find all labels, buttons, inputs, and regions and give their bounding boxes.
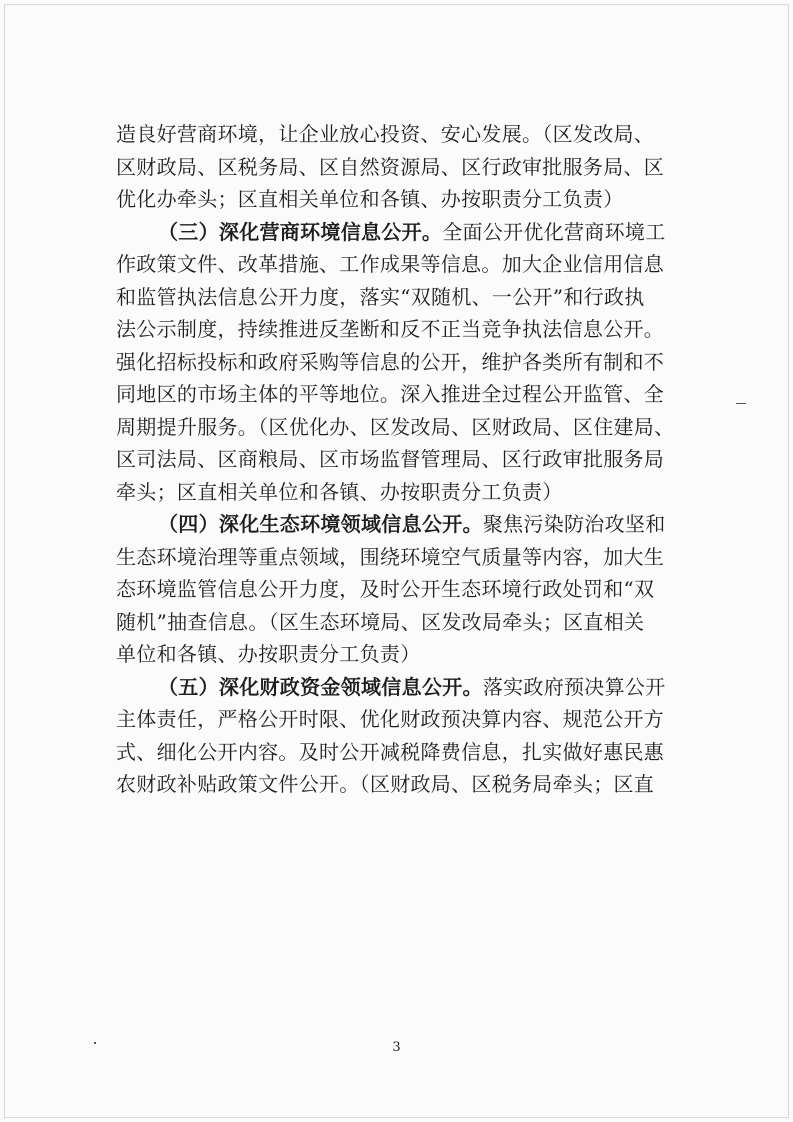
text-line: 牵头；区直相关单位和各镇、办按职责分工负责） xyxy=(116,479,563,504)
text-line: 单位和各镇、办按职责分工负责） xyxy=(116,642,421,666)
text-line: 和监管执法信息公开力度，落实“双随机、一公开”和行政执 xyxy=(116,284,645,309)
text-line: 造良好营商环境，让企业放心投资、安心发展。（区发改局、 xyxy=(116,122,655,146)
text-line: 周期提升服务。（区优化办、区发改局、区财政局、区住建局、 xyxy=(116,414,675,439)
text-line: 优化办牵头；区直相关单位和各镇、办按职责分工负责） xyxy=(116,187,624,211)
text-line: 强化招标投标和政府采购等信息的公开，维护各类所有制和不 xyxy=(116,349,665,374)
paragraph xyxy=(116,216,686,509)
paragraph-first-line xyxy=(116,216,686,249)
paragraph xyxy=(116,118,686,216)
paragraph xyxy=(116,508,686,671)
text-line: 区财政局、区税务局、区自然资源局、区行政审批服务局、区 xyxy=(116,154,665,179)
text-line: 农财政补贴政策文件公开。（区财政局、区税务局牵头；区直 xyxy=(116,772,655,796)
text-line: 主体责任，严格公开时限、优化财政预决算内容、规范公开方 xyxy=(116,707,665,731)
document-body xyxy=(116,118,686,801)
section-heading: （五）深化财政资金领域信息公开。 xyxy=(158,674,483,699)
scan-mark xyxy=(736,403,746,404)
paragraph-first-line xyxy=(116,671,686,704)
text-run: 全面公开优化营商环境工 xyxy=(442,219,666,244)
text-run: 聚焦污染防治攻坚和 xyxy=(482,512,666,536)
text-line: 随机”抽查信息。（区生态环境局、区发改局牵头；区直相关 xyxy=(116,609,645,634)
text-line: 法公示制度，持续推进反垄断和反不正当竞争执法信息公开。 xyxy=(116,317,665,341)
text-line: 区司法局、区商粮局、区市场监督管理局、区行政审批服务局 xyxy=(116,447,665,471)
text-line: 态环境监管信息公开力度，及时公开生态环境行政处罚和“双 xyxy=(116,577,655,601)
text-line: 作政策文件、改革措施、工作成果等信息。加大企业信用信息 xyxy=(116,252,665,276)
text-line: 同地区的市场主体的平等地位。深入推进全过程公开监管、全 xyxy=(116,382,665,406)
text-run: 落实政府预决算公开 xyxy=(482,674,666,699)
section-heading: （四）深化生态环境领域信息公开。 xyxy=(158,512,483,536)
paragraph-first-line xyxy=(116,508,686,541)
page-number: 3 xyxy=(392,1040,401,1055)
section-heading: （三）深化营商环境信息公开。 xyxy=(158,219,443,244)
paragraph xyxy=(116,671,686,801)
text-line: 式、细化公开内容。及时公开减税降费信息，扎实做好惠民惠 xyxy=(116,739,665,764)
text-line: 生态环境治理等重点领域，围绕环境空气质量等内容，加大生 xyxy=(116,544,665,569)
